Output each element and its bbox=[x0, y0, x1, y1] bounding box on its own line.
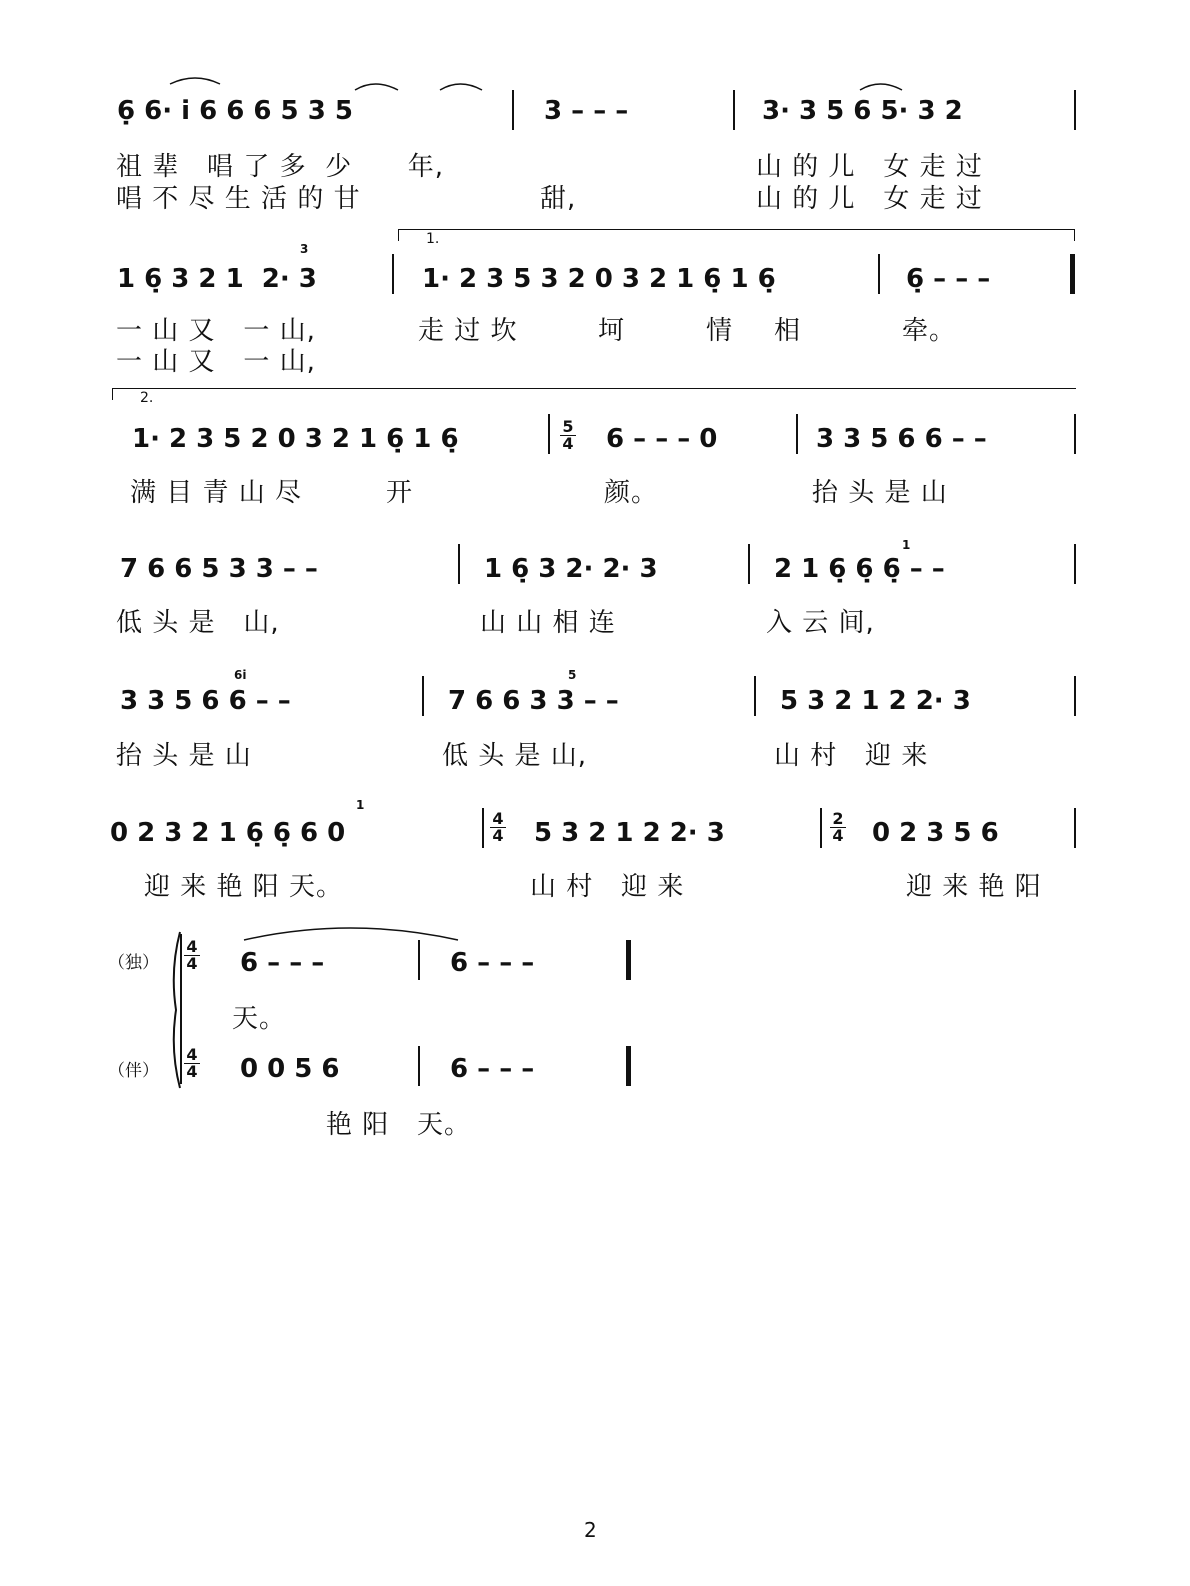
lyric-line-1b: 山 的 儿 女 走 过 bbox=[756, 152, 983, 182]
notes-measure-7: 1· 2 3 5 2 0 3 2 1 6̣ 1 6̣ bbox=[132, 424, 459, 454]
lyric-line-6a: 低 头 是 山, bbox=[116, 608, 280, 638]
final-barline bbox=[626, 940, 631, 980]
lyric-line-3e: 相 bbox=[774, 316, 802, 346]
accomp-notes-measure-2: 6 – – – bbox=[450, 1054, 535, 1084]
lyric-line-8b: 山 村 迎 来 bbox=[530, 872, 685, 902]
notes-measure-9: 3 3 5 6 6 – – bbox=[816, 424, 987, 454]
grace-note: 6i bbox=[234, 668, 247, 682]
ts-bottom: 4 bbox=[186, 1062, 198, 1081]
ts-top: 5 bbox=[562, 417, 574, 436]
grace-note: 1 bbox=[356, 798, 365, 812]
barline bbox=[796, 414, 798, 454]
barline bbox=[820, 808, 822, 848]
time-signature-4-4 bbox=[490, 809, 506, 845]
notes-measure-18: 0 2 3 5 6 bbox=[872, 818, 999, 848]
barline bbox=[1074, 808, 1076, 848]
solo-part-label: （独） bbox=[108, 953, 159, 973]
grace-note: 5 bbox=[568, 668, 577, 682]
barline bbox=[1074, 676, 1076, 716]
notes-measure-4: 1 6̣ 3 2 1 2· 3 bbox=[117, 264, 317, 294]
barline bbox=[1074, 414, 1076, 454]
volta-end bbox=[1074, 229, 1075, 241]
ending-label-2: 2. bbox=[140, 390, 154, 406]
notes-measure-5: 1· 2 3 5 3 2 0 3 2 1 6̣ 1 6̣ bbox=[422, 264, 776, 294]
barline bbox=[458, 544, 460, 584]
barline bbox=[878, 254, 880, 294]
grace-note: 3 bbox=[300, 242, 309, 256]
lyric-line-6b: 山 山 相 连 bbox=[480, 608, 616, 638]
time-signature-5-4 bbox=[560, 417, 576, 453]
solo-notes-measure-1: 6 – – – bbox=[240, 948, 325, 978]
lyric-line-3a: 一 山 又 一 山, bbox=[116, 316, 316, 346]
ts-bottom: 4 bbox=[492, 826, 504, 845]
ts-top: 4 bbox=[492, 809, 504, 828]
lyric-line-7b: 低 头 是 山, bbox=[442, 741, 588, 771]
lyric-line-5d: 抬 头 是 山 bbox=[812, 478, 948, 508]
lyric-line-8a: 迎 来 艳 阳 天。 bbox=[144, 872, 344, 902]
lyric-line-5b: 开 bbox=[386, 478, 414, 508]
barline bbox=[748, 544, 750, 584]
ending-label-1: 1. bbox=[426, 231, 440, 247]
barline bbox=[422, 676, 424, 716]
notes-measure-2: 3 – – – bbox=[544, 96, 629, 126]
volta-bracket-1 bbox=[398, 229, 1074, 230]
notes-measure-8: 6 – – – 0 bbox=[606, 424, 718, 454]
system-bracket bbox=[180, 934, 182, 1084]
accomp-lyric: 艳 阳 天。 bbox=[326, 1110, 472, 1140]
lyric-line-4a: 一 山 又 一 山, bbox=[116, 347, 316, 377]
repeat-end-barline bbox=[1070, 254, 1075, 294]
notes-measure-6: 6̣ – – – bbox=[906, 264, 991, 294]
ts-bottom: 4 bbox=[186, 954, 198, 973]
notes-measure-17: 5 3 2 1 2 2· 3 bbox=[534, 818, 725, 848]
barline bbox=[1074, 544, 1076, 584]
time-signature-2-4 bbox=[830, 809, 846, 845]
notes-measure-3: 3· 3 5 6 5· 3 2 bbox=[762, 96, 963, 126]
page-number: 2 bbox=[584, 1518, 597, 1542]
lyric-line-8c: 迎 来 艳 阳 bbox=[906, 872, 1042, 902]
lyric-line-3d: 情 bbox=[706, 316, 734, 346]
notes-measure-15: 5 3 2 1 2 2· 3 bbox=[780, 686, 971, 716]
lyric-line-3f: 牵。 bbox=[902, 316, 957, 346]
barline bbox=[418, 940, 420, 980]
tie-mark bbox=[230, 916, 470, 946]
lyric-line-7a: 抬 头 是 山 bbox=[116, 741, 252, 771]
barline bbox=[754, 676, 756, 716]
notes-measure-13: 3 3 5 6 6 – – bbox=[120, 686, 291, 716]
accompaniment-part-label: （伴） bbox=[108, 1061, 159, 1081]
notes-measure-16: 0 2 3 2 1 6̣ 6̣ 6 0 bbox=[110, 818, 346, 848]
lyric-line-3c: 坷 bbox=[598, 316, 626, 346]
lyric-line-5c: 颜。 bbox=[604, 478, 659, 508]
time-signature-solo bbox=[184, 937, 200, 973]
time-signature-accomp bbox=[184, 1045, 200, 1081]
notes-measure-14: 7 6 6 3 3 – – bbox=[448, 686, 619, 716]
volta-bracket-2 bbox=[112, 388, 1076, 389]
ts-top: 4 bbox=[186, 1045, 198, 1064]
notes-measure-1: 6̣ 6· i̇ 6 6 6 5 3 5 bbox=[117, 96, 353, 126]
barline bbox=[418, 1046, 420, 1086]
solo-notes-measure-2: 6 – – – bbox=[450, 948, 535, 978]
volta-start bbox=[398, 229, 399, 241]
ts-bottom: 4 bbox=[832, 826, 844, 845]
lyric-line-5a: 满 目 青 山 尽 bbox=[130, 478, 303, 508]
ts-bottom: 4 bbox=[562, 434, 574, 453]
lyric-line-7c: 山 村 迎 来 bbox=[774, 741, 929, 771]
notes-measure-11: 1 6̣ 3 2· 2· 3 bbox=[484, 554, 658, 584]
lyric-line-1a: 祖 辈 唱 了 多 少 年, bbox=[116, 152, 444, 182]
notes-measure-12: 2 1 6̣ 6̣ 6̣ – – bbox=[774, 554, 945, 584]
lyric-line-2a: 唱 不 尽 生 活 的 甘 bbox=[116, 184, 361, 214]
barline bbox=[733, 90, 735, 130]
volta-start-2 bbox=[112, 388, 113, 400]
lyric-line-2c: 山 的 儿 女 走 过 bbox=[756, 184, 983, 214]
barline bbox=[548, 414, 550, 454]
barline bbox=[1074, 90, 1076, 130]
ts-top: 2 bbox=[832, 809, 844, 828]
barline bbox=[482, 808, 484, 848]
lyric-line-3b: 走 过 坎 bbox=[418, 316, 518, 346]
barline bbox=[392, 254, 394, 294]
lyric-line-6c: 入 云 间, bbox=[766, 608, 875, 638]
final-barline bbox=[626, 1046, 631, 1086]
grace-note: 1 bbox=[902, 538, 911, 552]
ts-top: 4 bbox=[186, 937, 198, 956]
notes-measure-10: 7 6 6 5 3 3 – – bbox=[120, 554, 318, 584]
lyric-line-2b: 甜, bbox=[540, 184, 577, 214]
accomp-notes-measure-1: 0 0 5 6 bbox=[240, 1054, 340, 1084]
barline bbox=[512, 90, 514, 130]
solo-lyric: 天。 bbox=[232, 1004, 287, 1034]
